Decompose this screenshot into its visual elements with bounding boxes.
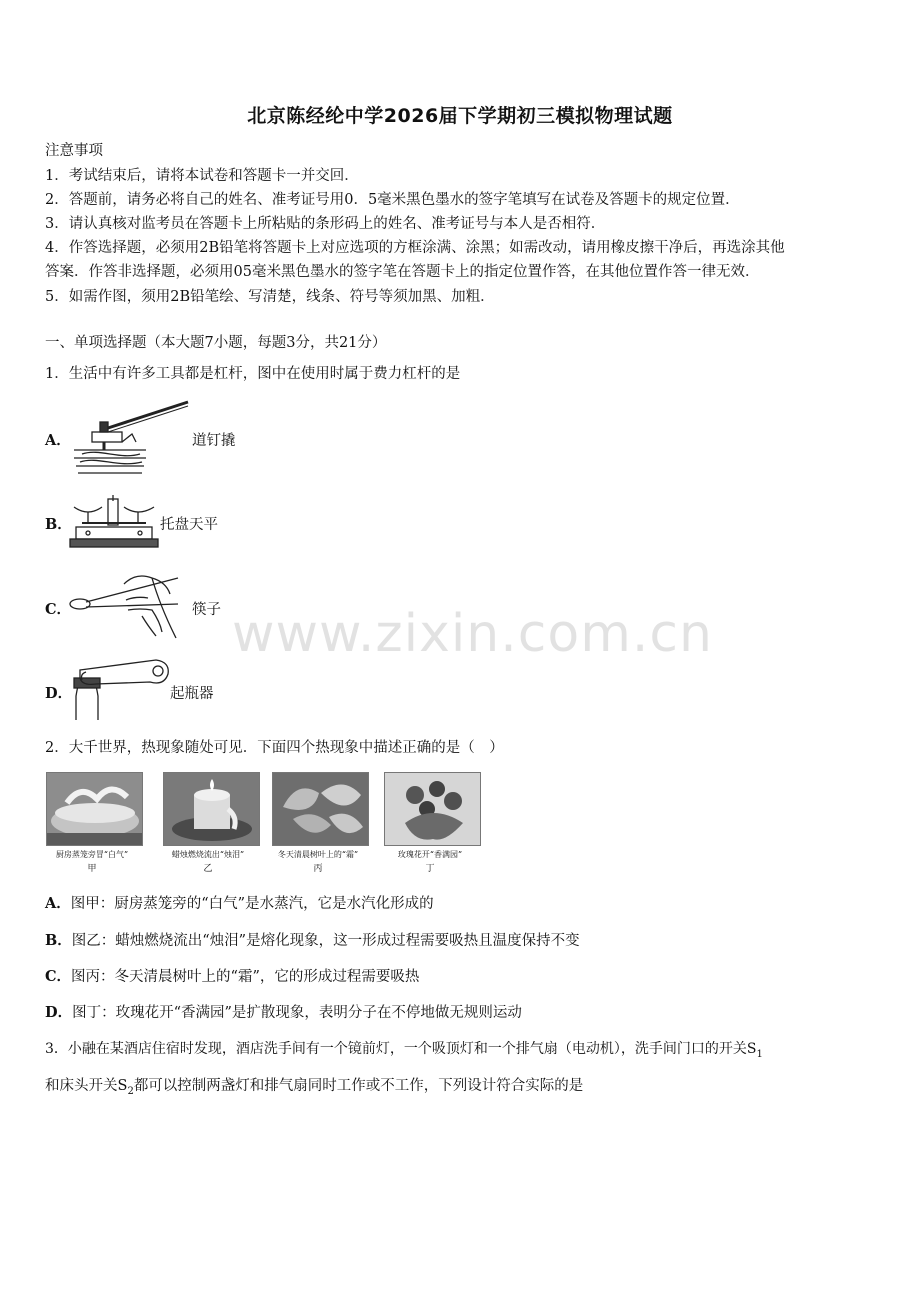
q3-line2-text-b: 都可以控制两盏灯和排气扇同时工作或不工作，下列设计符合实际的是 bbox=[133, 1078, 584, 1094]
q2-option-d bbox=[45, 1001, 522, 1022]
photo-caption-3: 冬天清晨树叶上的“霜” bbox=[277, 850, 359, 859]
chopsticks-figure bbox=[66, 570, 184, 642]
q2-option-b-letter: B． bbox=[45, 932, 72, 949]
balance-figure bbox=[68, 495, 160, 551]
note-item-3: 3．请认真核对监考员在答题卡上所粘贴的条形码上的姓名、准考证号与本人是否相符． bbox=[45, 216, 606, 232]
photo-frost bbox=[272, 772, 369, 846]
note-item-5: 5．如需作图，须用2B铅笔绘、写清楚，线条、符号等须加黑、加粗． bbox=[45, 289, 495, 305]
q2-option-d-text: 图丁：玫瑰花开“香满园”是扩散现象，表明分子在不停地做无规则运动 bbox=[72, 1005, 522, 1021]
q1-option-b-letter: B． bbox=[45, 516, 72, 533]
spike-puller-figure bbox=[70, 398, 192, 476]
q2-option-b bbox=[45, 929, 580, 950]
watermark: www.zixin.com.cn bbox=[232, 604, 713, 664]
q3-line2-subscript: 2 bbox=[127, 1085, 134, 1097]
q1-option-d-label: 起瓶器 bbox=[170, 686, 214, 702]
q1-option-b-label: 托盘天平 bbox=[160, 517, 218, 533]
q2-option-c-letter: C． bbox=[45, 968, 72, 985]
photo-tag-1: 甲 bbox=[87, 864, 97, 874]
note-item-1: 1．考试结束后，请将本试卷和答题卡一并交回． bbox=[45, 168, 359, 184]
photo-tag-3: 丙 bbox=[313, 864, 323, 874]
photo-steamer bbox=[46, 772, 143, 846]
photo-candle bbox=[163, 772, 260, 846]
q1-option-a-letter: A． bbox=[45, 432, 71, 449]
q3-line1-subscript: 1 bbox=[756, 1048, 763, 1060]
q2-option-b-text: 图乙：蜡烛燃烧流出“烛泪”是熔化现象，这一形成过程需要吸热且温度保持不变 bbox=[71, 933, 580, 949]
question-3-line-1 bbox=[45, 1038, 763, 1060]
photo-tag-2: 乙 bbox=[203, 864, 213, 874]
q3-line2-text-a: 和床头开关S bbox=[45, 1078, 128, 1094]
note-item-4: 4．作答选择题，必须用2B铅笔将答题卡上对应选项的方框涂满、涂黑；如需改动，请用橡皮擦干净后，再选涂其他 bbox=[45, 240, 785, 256]
question-1-stem: 1．生活中有许多工具都是杠杆，图中在使用时属于费力杠杆的是 bbox=[45, 366, 461, 382]
q1-option-d-letter: D． bbox=[45, 685, 73, 702]
q2-option-d-letter: D． bbox=[45, 1004, 73, 1021]
q2-option-a-letter: A． bbox=[45, 895, 71, 912]
q2-option-c-text: 图丙：冬天清晨树叶上的“霜”，它的形成过程需要吸热 bbox=[71, 969, 420, 985]
q2-option-c bbox=[45, 965, 419, 986]
q3-line1-text: 3．小融在某酒店住宿时发现，酒店洗手间有一个镜前灯，一个吸顶灯和一个排气扇（电动机），洗手间门口的开关S bbox=[45, 1041, 757, 1057]
q2-option-a-text: 图甲：厨房蒸笼旁的“白气”是水蒸汽，它是水汽化形成的 bbox=[70, 896, 434, 912]
photo-caption-4: 玫瑰花开“香满园” bbox=[397, 850, 463, 859]
notes-heading: 注意事项 bbox=[45, 143, 103, 159]
question-3-line-2 bbox=[45, 1074, 583, 1097]
q1-option-a-label: 道钉撬 bbox=[192, 433, 236, 449]
bottle-opener-figure bbox=[66, 656, 172, 722]
q1-option-c-label: 筷子 bbox=[192, 602, 221, 618]
q1-option-c-letter: C． bbox=[45, 601, 72, 618]
photo-caption-1: 厨房蒸笼旁冒“白气” bbox=[55, 850, 129, 859]
photo-rose bbox=[384, 772, 481, 846]
photo-tag-4: 丁 bbox=[425, 864, 435, 874]
q2-option-a bbox=[45, 892, 434, 913]
photo-caption-2: 蜡烛燃烧流出“烛泪” bbox=[171, 850, 245, 859]
page-title: 北京陈经纶中学2026届下学期初三模拟物理试题 bbox=[247, 105, 673, 127]
note-item-2: 2．答题前，请务必将自己的姓名、准考证号用0．5毫米黑色墨水的签字笔填写在试卷及答题卡的规定位置． bbox=[45, 192, 740, 208]
section-heading: 一、单项选择题（本大题7小题，每题3分，共21分） bbox=[45, 335, 387, 351]
question-2-stem: 2．大千世界，热现象随处可见．下面四个热现象中描述正确的是（ ） bbox=[45, 740, 504, 756]
note-item-4-cont: 答案．作答非选择题，必须用05毫米黑色墨水的签字笔在答题卡上的指定位置作答，在其他位置作答一律无效． bbox=[45, 264, 760, 280]
